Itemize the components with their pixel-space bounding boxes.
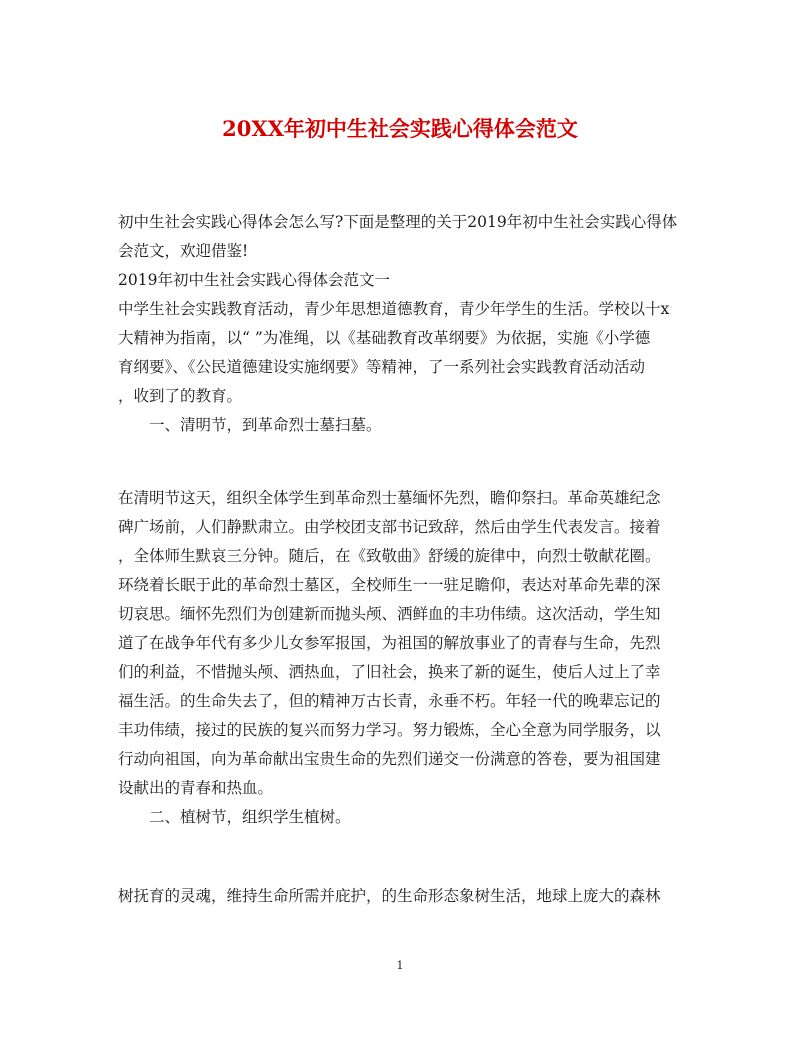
intro-paragraph [118, 208, 684, 440]
text-line: 丰功伟绩，接过的民族的复兴而努力学习。努力锻炼，全心全意为同学服务，以 [118, 721, 661, 739]
section1-paragraph [118, 484, 684, 832]
section2-paragraph [118, 882, 684, 911]
text-line: 树抚育的灵魂，维持生命所需并庇护，的生命形态象树生活，地球上庞大的森林 [118, 887, 661, 905]
text-line: 设献出的青春和热血。 [118, 779, 274, 797]
text-line: 在清明节这天，组织全体学生到革命烈士墓缅怀先烈，瞻仰祭扫。革命英雄纪念 [118, 489, 661, 507]
text-line: 育纲要》、《公民道德建设实施纲要》等精神，了一系列社会实践教育活动活动 [118, 358, 646, 376]
section-heading: 二、植树节，组织学生植树。 [149, 808, 351, 826]
text-line: 行动向祖国，向为革命献出宝贵生命的先烈们递交一份满意的答卷，要为祖国建 [118, 750, 661, 768]
text-line: 福生活。的生命失去了，但的精神万古长青，永垂不朽。年轻一代的晚辈忘记的 [118, 692, 661, 710]
text-line: 初中生社会实践心得体会怎么写?下面是整理的关于2019年初中生社会实践心得体 [118, 213, 678, 231]
text-line: ，收到了的教育。 [118, 387, 243, 405]
section-heading: 一、清明节，到革命烈士墓扫墓。 [149, 416, 382, 434]
text-line: 道了在战争年代有多少儿女参军报国，为祖国的解放事业了的青春与生命，先烈 [118, 634, 661, 652]
text-line: 会范文，欢迎借鉴! [118, 242, 249, 260]
text-line: 切哀思。缅怀先烈们为创建新而抛头颅、洒鲜血的丰功伟绩。这次活动，学生知 [118, 605, 661, 623]
text-line: 2019年初中生社会实践心得体会范文一 [118, 271, 390, 289]
text-line: 碑广场前，人们静默肃立。由学校团支部书记致辞，然后由学生代表发言。接着 [118, 518, 661, 536]
page-number: 1 [396, 959, 404, 972]
document-title: 20XX年初中生社会实践心得体会范文 [222, 116, 578, 141]
text-line: 们的利益，不惜抛头颅、洒热血，了旧社会，换来了新的诞生，使后人过上了幸 [118, 663, 661, 681]
text-line: 中学生社会实践教育活动，青少年思想道德教育，青少年学生的生活。学校以十x [118, 300, 670, 318]
text-line: 大精神为指南，以“ ”为准绳，以《基础教育改革纲要》为依据，实施《小学德 [118, 329, 651, 347]
text-line: ，全体师生默哀三分钟。随后，在《致敬曲》舒缓的旋律中，向烈士敬献花圈。 [118, 547, 661, 565]
text-line: 环绕着长眠于此的革命烈士墓区，全校师生一一驻足瞻仰，表达对革命先辈的深 [118, 576, 661, 594]
